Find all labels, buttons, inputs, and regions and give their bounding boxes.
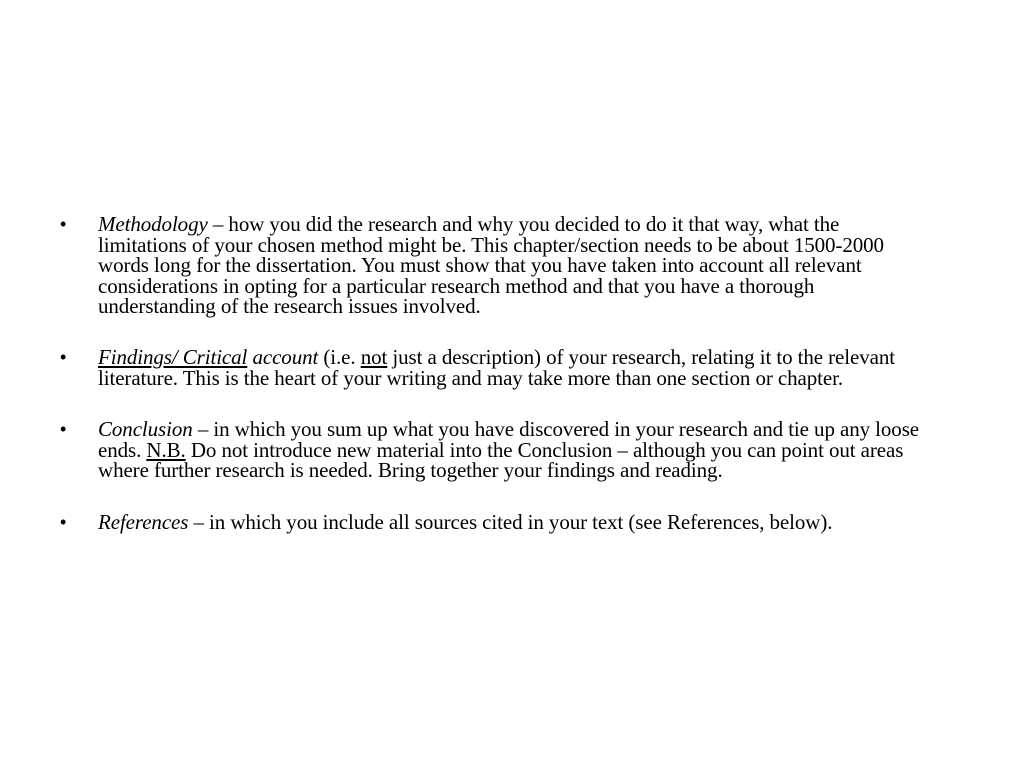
term-account: account [252,344,319,369]
text-findings-b: just a description) of your research, relating it to the relevant literature. This is the heart of your writing and may take more than one section or chapter. [98,344,895,390]
bullet-list [60,214,920,565]
bullet-point-icon: • [60,214,67,234]
text-conclusion-a: – in which you sum up what you have discovered in your research and tie up any loose ends. [98,417,919,462]
bullet-references [60,509,920,534]
term-conclusion: Conclusion [98,417,193,442]
term-findings-critical: Findings/ Critical [98,344,248,369]
term-references: References [98,509,189,534]
text-conclusion-b: Do not introduce new material into the Conclusion – although you can point out areas where further research is needed. Bring together your findings and reading. [98,437,904,483]
text-findings-a: (i.e. [318,344,361,369]
underlined-not: not [360,344,388,369]
bullet-findings [60,344,920,390]
bullet-point-icon: • [60,346,67,367]
text-references: – in which you include all sources cited in your text (see References, below). [188,509,833,534]
bullet-conclusion [60,419,920,481]
underlined-nb: N.B. [146,437,186,462]
bullet-point-icon: • [60,511,67,532]
term-methodology: Methodology [98,212,208,236]
bullet-point-icon: • [60,419,67,440]
bullet-methodology [60,214,920,317]
text-methodology: – how you did the research and why you decided to do it that way, what the limitations of your chosen method might be. This chapter/section needs to be about 1500-2000 words long for the dissertation. You must show that you have taken into account all relevant considerations in opting for a particular research method and that you have a thorough understanding of the research issues involved. [98,212,884,319]
